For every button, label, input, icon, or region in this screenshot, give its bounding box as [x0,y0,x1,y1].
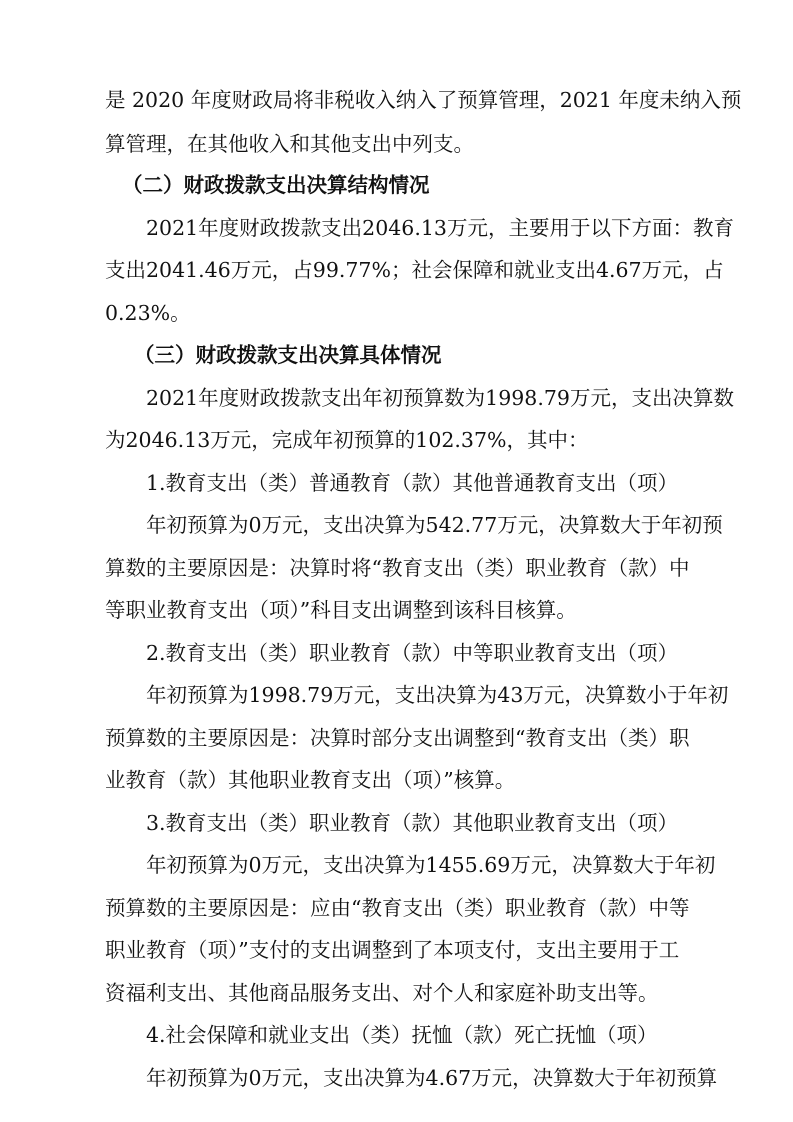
paragraph-line: 年初预算为0万元，支出决算为4.67万元，决算数大于年初预算 [146,1066,718,1090]
subsection-heading: 1.教育支出（类）普通教育（款）其他普通教育支出（项） [146,471,679,495]
paragraph-line: 预算数的主要原因是：应由“教育支出（类）职业教育（款）中等 [105,896,690,920]
paragraph-line: 算管理，在其他收入和其他支出中列支。 [105,132,474,156]
paragraph-line: 是 2020 年度财政局将非税收入纳入了预算管理，2021 年度未纳入预 [105,88,742,112]
subsection-heading: 4.社会保障和就业支出（类）抚恤（款）死亡抚恤（项） [146,1023,658,1047]
paragraph-line: 年初预算为1998.79万元，支出决算为43万元，决算数小于年初 [146,683,729,707]
subsection-heading: 3.教育支出（类）职业教育（款）其他职业教育支出（项） [146,811,679,835]
paragraph-line: 职业教育（项）”支付的支出调整到了本项支付，支出主要用于工 [105,938,680,962]
section-heading: （二）财政拨款支出决算结构情况 [122,173,430,197]
paragraph-line: 0.23%。 [105,301,191,325]
paragraph-line: 业教育（款）其他职业教育支出（项）”核算。 [105,768,516,792]
paragraph-line: 年初预算为0万元，支出决算为542.77万元，决算数大于年初预 [146,513,723,537]
paragraph-line: 支出2041.46万元，占99.77%；社会保障和就业支出4.67万元，占 [105,258,724,282]
section-heading: （三）财政拨款支出决算具体情况 [134,343,442,367]
paragraph-line: 年初预算为0万元，支出决算为1455.69万元，决算数大于年初 [146,853,716,877]
paragraph-line: 2021年度财政拨款支出年初预算数为1998.79万元，支出决算数 [146,386,734,410]
paragraph-line: 等职业教育支出（项）”科目支出调整到该科目核算。 [105,598,577,622]
subsection-heading: 2.教育支出（类）职业教育（款）中等职业教育支出（项） [146,641,679,665]
paragraph-line: 资福利支出、其他商品服务支出、对个人和家庭补助支出等。 [105,981,659,1005]
paragraph-line: 2021年度财政拨款支出2046.13万元，主要用于以下方面：教育 [146,216,734,240]
paragraph-line: 预算数的主要原因是：决算时部分支出调整到“教育支出（类）职 [105,726,690,750]
paragraph-line: 为2046.13万元，完成年初预算的102.37%，其中： [105,428,589,452]
paragraph-line: 算数的主要原因是：决算时将“教育支出（类）职业教育（款）中 [105,556,690,580]
